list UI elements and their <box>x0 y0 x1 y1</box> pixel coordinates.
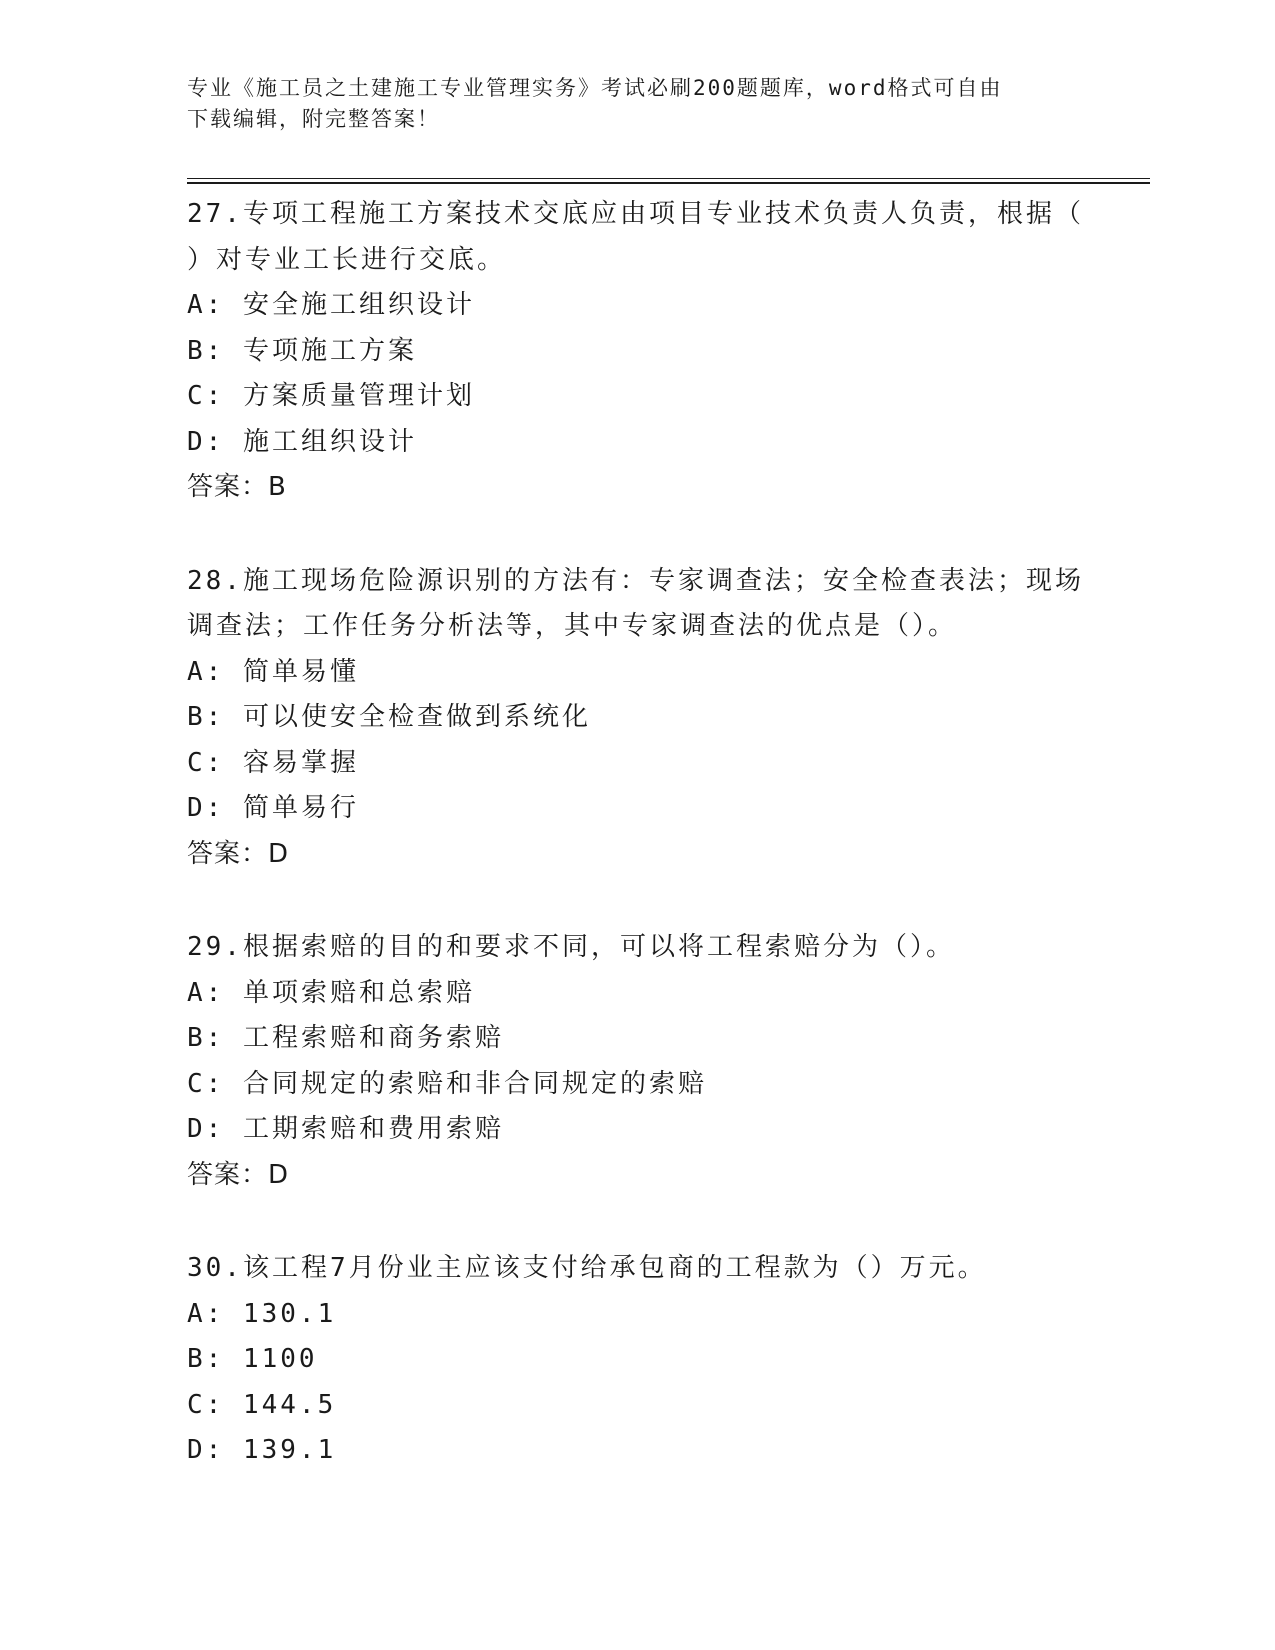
header-divider-thin <box>187 178 1150 179</box>
document-header <box>187 73 1067 135</box>
option-d: D: 139.1 <box>187 1435 337 1465</box>
question-list <box>187 192 1087 1522</box>
question-30 <box>187 1246 1087 1474</box>
question-stem-line: 27.专项工程施工方案技术交底应由项目专业技术负责人负责，根据（ <box>187 199 1084 229</box>
answer-line: 答案：B <box>187 472 287 502</box>
header-divider-thick <box>187 182 1150 184</box>
option-d: D: 施工组织设计 <box>187 426 417 457</box>
option-c: C: 144.5 <box>187 1389 337 1420</box>
option-a: A: 安全施工组织设计 <box>187 290 475 320</box>
option-d: D: 简单易行 <box>187 793 359 823</box>
option-a: A: 130.1 <box>187 1298 337 1329</box>
option-d: D: 工期索赔和费用索赔 <box>187 1114 504 1144</box>
question-stem-line: 调查法；工作任务分析法等，其中专家调查法的优点是（）。 <box>187 611 958 641</box>
question-stem-line: 30.该工程7月份业主应该支付给承包商的工程款为（）万元。 <box>187 1253 987 1283</box>
option-a: A: 简单易懂 <box>187 656 359 687</box>
question-stem-line: 29.根据索赔的目的和要求不同，可以将工程索赔分为（）。 <box>187 932 955 962</box>
question-27 <box>187 192 1087 511</box>
option-b: B: 1100 <box>187 1344 318 1374</box>
option-c: C: 容易掌握 <box>187 747 359 778</box>
option-b: B: 专项施工方案 <box>187 335 417 366</box>
option-b: B: 工程索赔和商务索赔 <box>187 1023 504 1053</box>
option-c: C: 合同规定的索赔和非合同规定的索赔 <box>187 1068 707 1099</box>
question-28 <box>187 559 1087 878</box>
question-stem-line: ）对专业工长进行交底。 <box>187 244 507 275</box>
header-intro-line-2: 下载编辑，附完整答案！ <box>187 107 440 131</box>
header-intro-line-1: 专业《施工员之土建施工专业管理实务》考试必刷200题题库，word格式可自由 <box>187 76 1003 100</box>
option-c: C: 方案质量管理计划 <box>187 381 475 411</box>
answer-line: 答案：D <box>187 1159 290 1190</box>
answer-line: 答案：D <box>187 838 290 869</box>
option-b: B: 可以使安全检查做到系统化 <box>187 702 591 732</box>
question-29 <box>187 925 1087 1198</box>
question-stem-line: 28.施工现场危险源识别的方法有：专家调查法；安全检查表法；现场 <box>187 565 1084 596</box>
option-a: A: 单项索赔和总索赔 <box>187 977 475 1008</box>
